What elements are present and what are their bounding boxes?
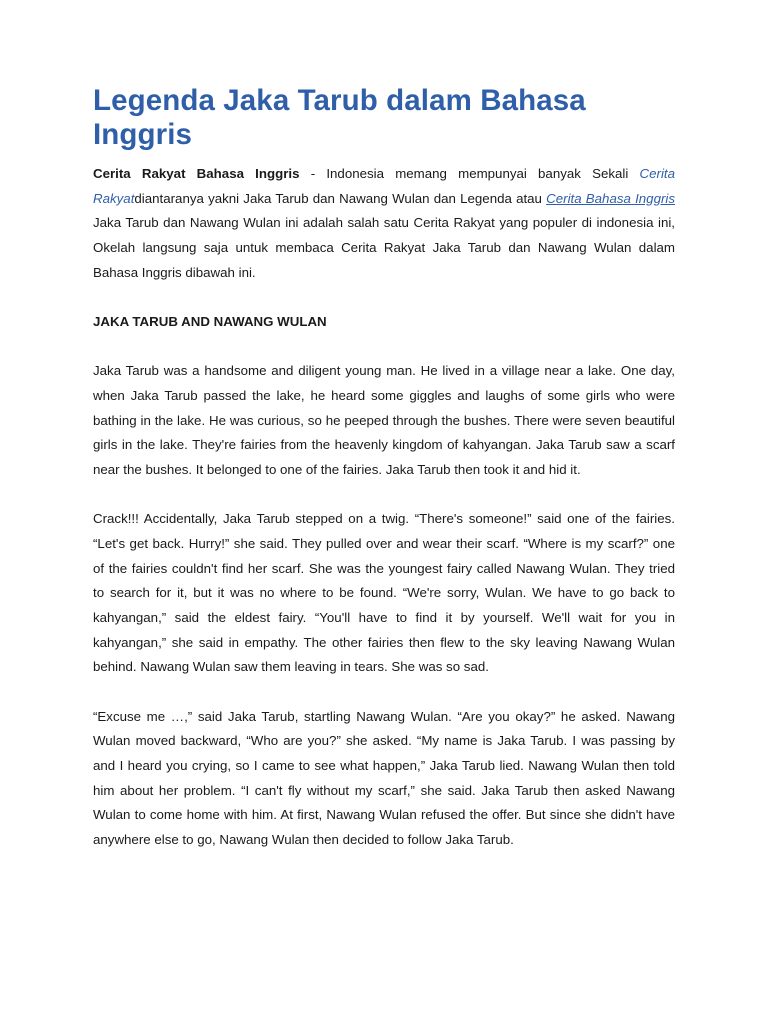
story-paragraph-1: Jaka Tarub was a handsome and diligent young man. He lived in a village near a lake. One day, when Jaka Tarub passed the lake, he heard some giggles and laughs of some girls who were bathing in the lake. He was curious, so he peeped through the bushes. There were seven beautiful girls in the lake. They're fairies from the heavenly kingdom of kahyangan. Jaka Tarub saw a scarf near the bushes. It belonged to one of the fairies. Jaka Tarub then took it and hid it. <box>93 363 675 478</box>
page-title: Legenda Jaka Tarub dalam Bahasa Inggris <box>93 84 586 151</box>
intro-text-2: diantaranya yakni Jaka Tarub dan Nawang Wulan dan Legenda atau <box>134 190 547 206</box>
intro-bold-lead: Cerita Rakyat Bahasa Inggris <box>93 166 300 181</box>
intro-paragraph <box>93 162 675 286</box>
link-cerita-rakyat[interactable]: Cerita Rakyat <box>93 166 676 206</box>
intro-text-3: Jaka Tarub dan Nawang Wulan ini adalah salah satu Cerita Rakyat yang populer di indonesia ini, Okelah langsung saja untuk membaca Cerita Rakyat Jaka Tarub dan Nawang Wulan dalam Bahasa Inggris dibawah ini. <box>93 215 675 280</box>
story-heading: JAKA TARUB AND NAWANG WULAN <box>93 313 327 329</box>
link-cerita-bahasa-inggris[interactable]: Cerita Bahasa Inggris <box>546 190 675 206</box>
intro-text-1: - Indonesia memang mempunyai banyak Sekali <box>299 166 640 181</box>
story-paragraph-2: Crack!!! Accidentally, Jaka Tarub stepped on a twig. “There's someone!” said one of the fairies. “Let's get back. Hurry!” she said. They pulled over and wear their scarf. “Where is my scarf?” one of the fairies couldn't find her scarf. She was the youngest fairy called Nawang Wulan. They tried to search for it, but it was no where to be found. “We're sorry, Wulan. We have to go back to kahyangan,” said the eldest fairy. “You'll have to find it by yourself. We'll wait for you in kahyangan,” she said in empathy. The other fairies then flew to the sky leaving Nawang Wulan behind. Nawang Wulan saw them leaving in tears. She was so sad. <box>93 511 675 675</box>
article <box>93 84 675 877</box>
story-paragraph-3: “Excuse me …,” said Jaka Tarub, startling Nawang Wulan. “Are you okay?” he asked. Nawang Wulan moved backward, “Who are you?” she asked. “My name is Jaka Tarub. I was passing by and I heard you crying, so I came to see what happen,” Jaka Tarub lied. Nawang Wulan then told him about her problem. “I can't fly without my scarf,” she said. Jaka Tarub then asked Nawang Wulan to come home with him. At first, Nawang Wulan refused the offer. But since she didn't have anywhere else to go, Nawang Wulan then decided to follow Jaka Tarub. <box>93 708 675 848</box>
